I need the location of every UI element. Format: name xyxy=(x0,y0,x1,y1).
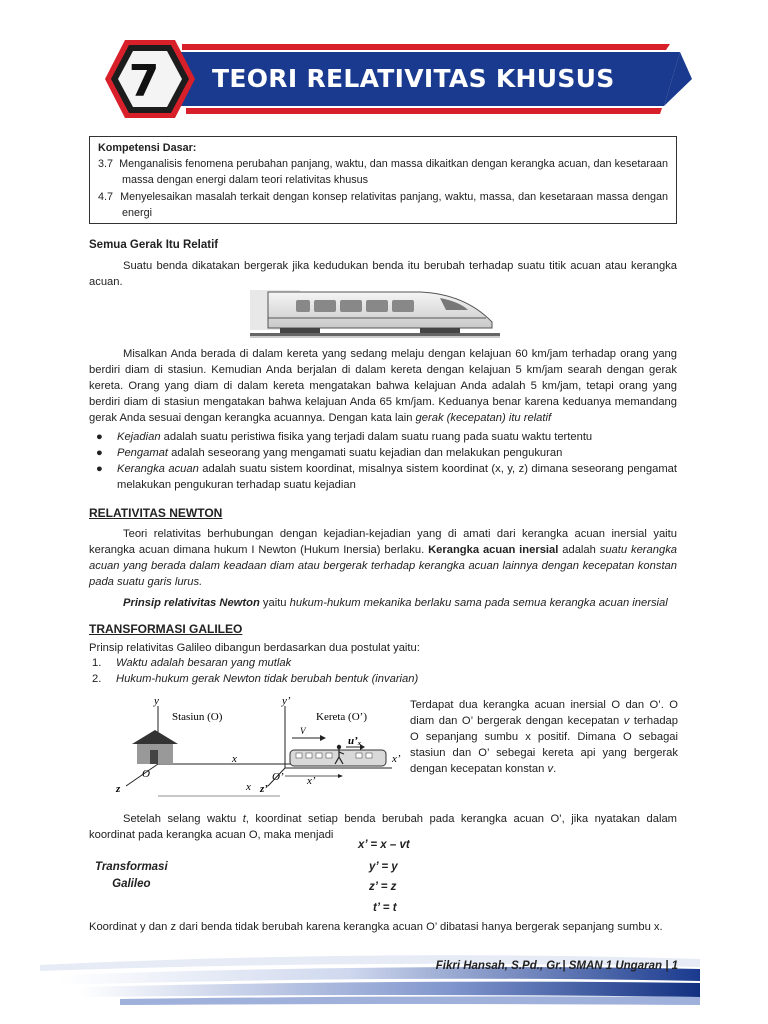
reference-frame-diagram xyxy=(110,692,410,800)
list-item: ● Pengamat adalah seseorang yang mengamati suatu kejadian dan melakukan pengukuran xyxy=(96,446,563,459)
section-heading: RELATIVITAS NEWTON xyxy=(89,506,223,520)
axis-y-label: y xyxy=(154,695,159,707)
paragraph-text: Terdapat dua kerangka acuan inersial O dan O’. O diam dan O’ bergerak dengan kecepatan xyxy=(410,699,678,727)
velocity-symbol: v xyxy=(623,714,630,727)
transform-label-line: Transformasi xyxy=(95,861,168,873)
paragraph: Koordinat y dan z dari benda tidak berubah karena kerangka acuan O’ dibatasi hanya bergerak sepanjang sumbu x. xyxy=(89,921,663,933)
axis-y-prime-label: y’ xyxy=(282,695,291,707)
principle-text: hukum-hukum mekanika berlaku sama pada semua kerangka acuan inersial xyxy=(289,597,668,609)
competency-num: 3.7 xyxy=(98,158,114,171)
chapter-number: 7 xyxy=(128,56,160,107)
list-item: ● Kejadian adalah suatu peristiwa fisika yang terjadi dalam suatu ruang pada suatu waktu tertentu xyxy=(96,431,593,443)
list-number: 2. xyxy=(92,672,102,685)
postulate-list xyxy=(89,656,419,688)
velocity-label: V xyxy=(300,726,306,736)
train-label: Kereta (O’) xyxy=(316,711,367,723)
paragraph: Suatu benda dikatakan bergerak jika kedudukan benda itu berubah terhadap suatu titik acuan atau kerangka acuan. xyxy=(89,260,677,288)
velocity-symbol: v xyxy=(547,762,554,775)
competency-num: 4.7 xyxy=(98,190,114,203)
section-heading: TRANSFORMASI GALILEO xyxy=(89,622,243,636)
paragraph xyxy=(89,527,677,591)
paragraph-italic: gerak (kecepatan) itu relatif xyxy=(415,411,552,424)
list-item xyxy=(89,672,419,688)
list-item xyxy=(89,656,419,672)
paragraph-text: Setelah selang waktu xyxy=(123,813,243,825)
equation: y’ = y xyxy=(369,861,398,873)
walker-head xyxy=(337,745,341,749)
time-symbol: t xyxy=(242,813,246,825)
paragraph-bold: Kerangka acuan inersial xyxy=(428,543,559,556)
paragraph-text: adalah xyxy=(558,543,600,556)
definition: adalah suatu sistem koordinat, misalnya sistem koordinat (x, y, z) dimana seseorang pengamat melakukan pengukuran terhadap suatu kejadian xyxy=(117,462,677,491)
list-text: Waktu adalah besaran yang mutlak xyxy=(116,657,292,669)
paragraph-text: . xyxy=(553,762,557,775)
axis-z-prime-label: z’ xyxy=(260,783,268,795)
transform-label xyxy=(95,859,168,894)
station-label: Stasiun (O) xyxy=(172,711,223,723)
principle-statement xyxy=(89,596,677,612)
term: Kejadian xyxy=(117,431,161,443)
origin-prime-label: O’ xyxy=(272,771,284,783)
origin-label: O xyxy=(142,768,150,780)
paragraph-text: Misalkan Anda berada di dalam kereta yang sedang melaju dengan kelajuan 60 km/jam terhadap orang yang berdiri diam di stasiun. Kemudian Anda berjalan di dalam kereta dengan kelajuan 5 km/jam searah dengan gerak kereta. Orang yang diam di dalam kereta mengatakan bahwa kelajuan Anda adalah 5 km/jam, tetapi orang yang berdiri diam di stasiun mengatakan bahwa kelajuan Anda 65 km/jam. Keduanya benar karena keduanya memandang gerak Anda sesuai dengan kerangka acuannya. Dengan kata lain xyxy=(89,348,677,424)
paragraph-italic: suatu kerangka acuan yang berada dalam keadaan diam atau bergerak terhadap kerangka acuan lainnya dengan kecepatan konstan pada suatu garis lurus. xyxy=(89,543,678,588)
paragraph-text: , koordinat setiap benda berubah pada kerangka acuan O’, jika nyatakan dalam koordinat pada kerangka acuan O, maka menjadi xyxy=(89,813,677,841)
footer-decoration xyxy=(0,935,768,1024)
chapter-title: TEORI RELATIVITAS KHUSUS xyxy=(212,64,615,93)
competency-box xyxy=(89,136,677,224)
competency-text: Menyelesaikan masalah terkait dengan konsep relativitas panjang, waktu, massa, dan kesetaraan massa dengan energi xyxy=(120,190,668,219)
list-number: 1. xyxy=(92,657,102,669)
axis-x-prime-label: x’ xyxy=(392,753,401,765)
competency-text: Menganalisis fenomena perubahan panjang, waktu, dan massa dikaitkan dengan kerangka acuan, dan kesetaraan massa dengan energi dalam teori relativitas khusus xyxy=(119,158,668,187)
paragraph-text: Teori relativitas berhubungan dengan kejadian-kejadian yang di amati dari kerangka acuan inersial yaitu kerangka acuan dimana hukum I Newton (Hukum Inersia) berlaku. xyxy=(89,528,677,556)
paragraph xyxy=(89,347,677,427)
competency-item xyxy=(98,189,668,221)
term: Pengamat xyxy=(117,446,168,459)
competency-heading: Kompetensi Dasar: xyxy=(98,142,197,154)
x-distance-label: x xyxy=(246,781,251,793)
velocity-arrow xyxy=(320,735,326,741)
definition-list xyxy=(89,430,677,494)
train-illustration xyxy=(250,284,500,342)
footer-credit: Fikri Hansah, S.Pd., Gr.| SMAN 1 Ungaran | 1 xyxy=(435,960,678,972)
list-text: Hukum-hukum gerak Newton tidak berubah bentuk (invarian) xyxy=(116,672,419,685)
axis-z-label: z xyxy=(116,783,121,795)
ux-label: u’ₓ xyxy=(348,735,362,747)
competency-item xyxy=(98,156,668,188)
frame-description xyxy=(410,698,678,778)
paragraph-text: yaitu xyxy=(259,597,290,609)
equation: t’ = t xyxy=(373,902,397,914)
station-roof xyxy=(132,730,178,744)
paragraph: Prinsip relativitas Galileo dibangun berdasarkan dua postulat yaitu: xyxy=(89,642,420,654)
paragraph-text: terhadap O sepanjang sumbu x positif. Dimana O sebagai stasiun dan O’ sebegai kereta api yang bergerak dengan kecepatan konstan xyxy=(410,714,678,775)
x-prime-distance-label: x’ xyxy=(307,775,316,787)
list-item: ● Kerangka acuan adalah suatu sistem koordinat, misalnya sistem koordinat (x, y, z) dimana seseorang pengamat melakukan pengukuran terhadap suatu kejadian xyxy=(96,462,677,491)
definition: adalah seseorang yang mengamati suatu kejadian dan melakukan pengukuran xyxy=(168,446,563,459)
principle-label: Prinsip relativitas Newton xyxy=(123,597,260,609)
definition: adalah suatu peristiwa fisika yang terjadi dalam suatu ruang pada suatu waktu tertentu xyxy=(160,431,593,443)
equation: z’ = z xyxy=(369,881,397,893)
transform-label-line: Galileo xyxy=(112,878,151,891)
section-heading: Semua Gerak Itu Relatif xyxy=(89,239,219,251)
equation: x’ = x – vt xyxy=(358,839,410,851)
axis-x-label: x xyxy=(232,753,237,765)
term: Kerangka acuan xyxy=(117,462,199,475)
